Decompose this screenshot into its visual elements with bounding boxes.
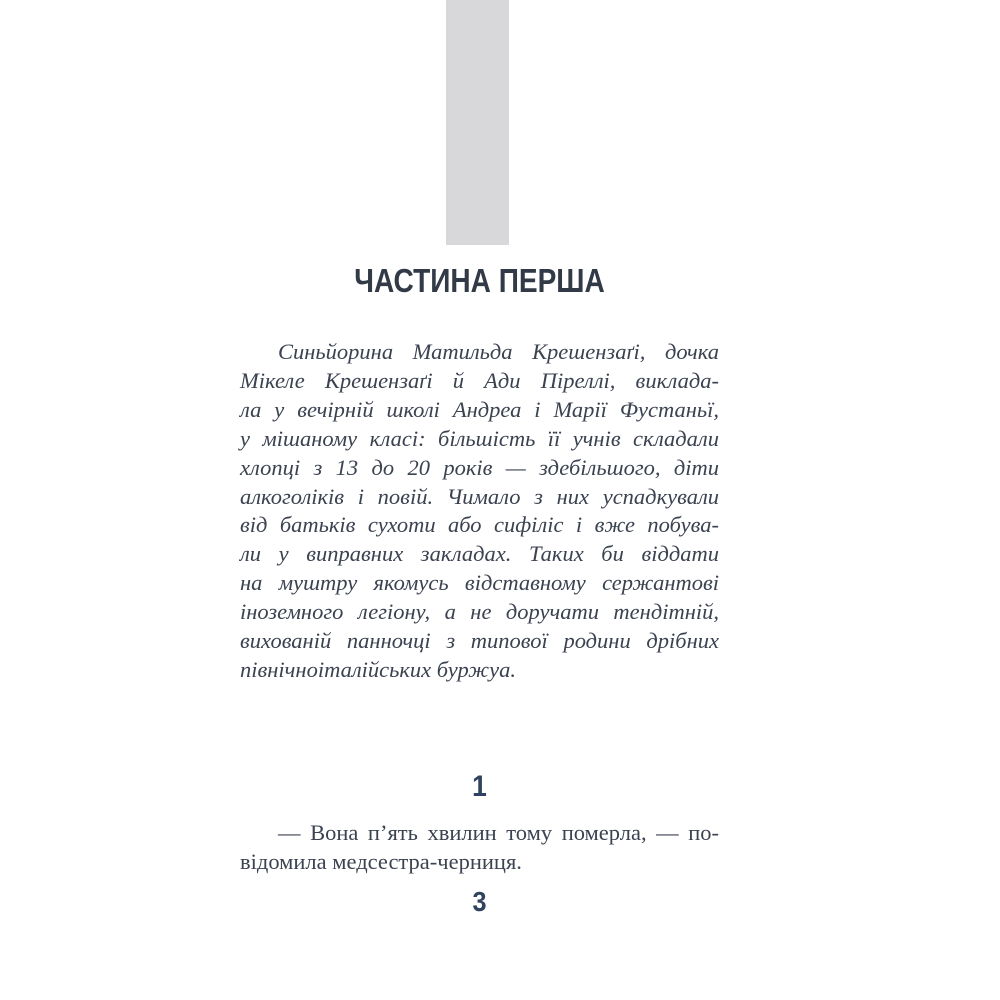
dialog-line: відомила медсестра-черниця. xyxy=(240,849,522,874)
intro-paragraph xyxy=(240,338,719,685)
paragraph-line: хлопці з 13 до 20 років — здебільшого, діти xyxy=(240,454,719,480)
paragraph-line: вихованій панночці з типової родини дрібних xyxy=(240,628,719,654)
section-number: 1 xyxy=(472,770,487,803)
paragraph-line: іноземного легіону, а не доручати тендітній, xyxy=(240,599,719,625)
paragraph-line: у мішаному класі: більшість її учнів складали xyxy=(240,425,719,451)
paragraph-line: на муштру якомусь відставному сержантові xyxy=(240,570,719,596)
paragraph-line: Синьйорина Матильда Крешензаґі, дочка xyxy=(278,339,719,364)
paragraph-line: алкоголіків і повій. Чимало з них успадкували xyxy=(240,483,719,509)
paragraph-line: Мікеле Крешензаґі й Ади Піреллі, виклада- xyxy=(240,367,719,393)
bookmark-bar xyxy=(446,0,509,245)
dialog-line: — Вона п’ять хвилин тому померла, — по- xyxy=(278,820,719,845)
paragraph-line: від батьків сухоти або сифіліс і вже побува- xyxy=(240,512,719,538)
paragraph-line: північноіталійських буржуа. xyxy=(240,656,516,682)
page-number: 3 xyxy=(472,886,487,917)
part-heading: ЧАСТИНА ПЕРША xyxy=(354,262,605,299)
dialog-paragraph xyxy=(240,818,719,876)
paragraph-line: ли у виправних закладах. Таких би віддати xyxy=(240,541,719,567)
paragraph-line: ла у вечірній школі Андреа і Марії Фустаньї, xyxy=(240,396,719,422)
